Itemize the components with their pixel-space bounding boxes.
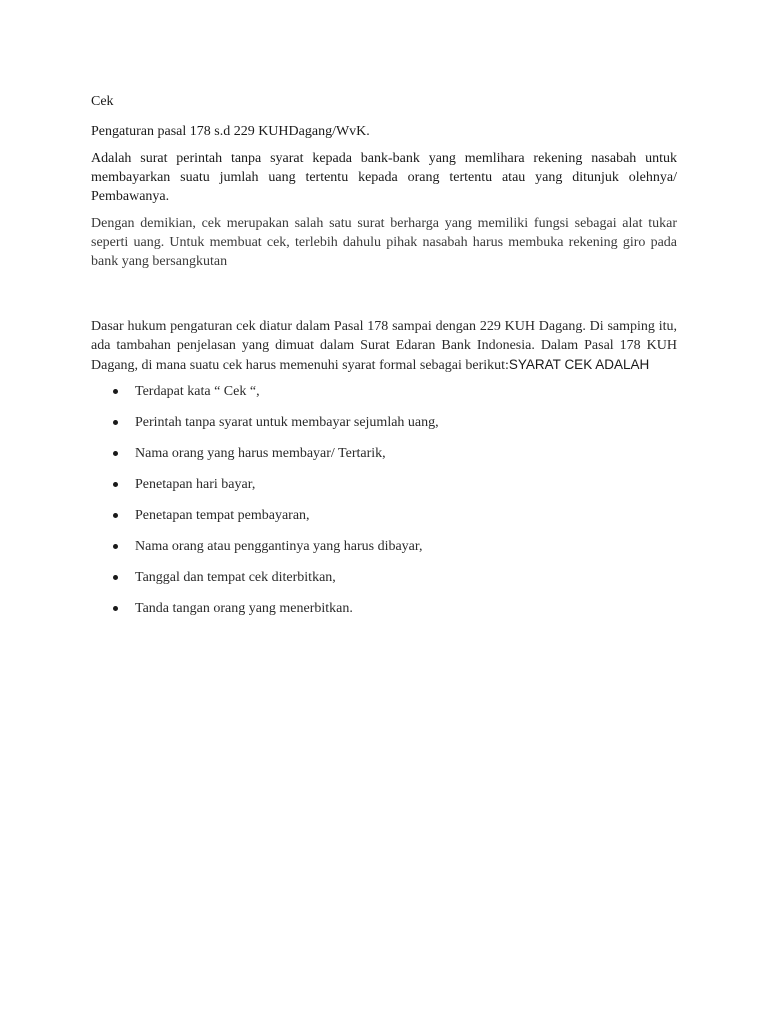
list-item	[91, 475, 677, 494]
list-item-text: Penetapan hari bayar,	[135, 477, 256, 492]
list-item-text: Tanda tangan orang yang menerbitkan.	[135, 601, 353, 616]
blank-space	[91, 271, 677, 317]
bullet-icon	[113, 606, 118, 611]
paragraph-definition: Adalah surat perintah tanpa syarat kepada bank-bank yang memlihara rekening nasabah untuk membayarkan suatu jumlah uang tertentu kepada orang tertentu atau yang ditunjuk olehnya/ Pembawanya.	[91, 151, 677, 204]
document-subtitle: Pengaturan pasal 178 s.d 229 KUHDagang/WvK.	[91, 124, 370, 139]
legal-basis-text: Dasar hukum pengaturan cek diatur dalam Pasal 178 sampai dengan 229 KUH Dagang. Di samping itu, ada tambahan penjelasan yang dimuat dalam Surat Edaran Bank Indonesia. Dalam Pasal 178 KUH Dagang, di mana suatu cek harus memenuhi syarat formal sebagai berikut:	[91, 319, 677, 373]
bullet-icon	[113, 482, 118, 487]
list-item	[91, 413, 677, 432]
document-body	[91, 92, 677, 630]
document-title: Cek	[91, 94, 114, 109]
list-item	[91, 506, 677, 525]
list-item	[91, 382, 677, 401]
list-item	[91, 599, 677, 618]
bullet-icon	[113, 451, 118, 456]
list-item-text: Nama orang atau penggantinya yang harus dibayar,	[135, 539, 423, 554]
list-item-text: Terdapat kata “ Cek “,	[135, 384, 260, 399]
paragraph-function: Dengan demikian, cek merupakan salah satu surat berharga yang memiliki fungsi sebagai alat tukar seperti uang. Untuk membuat cek, terlebih dahulu pihak nasabah harus membuka rekening giro pada bank yang bersangkutan	[91, 216, 677, 269]
list-item-text: Nama orang yang harus membayar/ Tertarik,	[135, 446, 386, 461]
requirements-list	[91, 382, 677, 618]
list-item	[91, 568, 677, 587]
bullet-icon	[113, 513, 118, 518]
bullet-icon	[113, 389, 118, 394]
paragraph-legal-basis	[91, 317, 677, 375]
requirements-heading: SYARAT CEK ADALAH	[508, 357, 650, 372]
list-item-text: Perintah tanpa syarat untuk membayar sejumlah uang,	[135, 415, 439, 430]
list-item-text: Tanggal dan tempat cek diterbitkan,	[135, 570, 336, 585]
bullet-icon	[113, 544, 118, 549]
bullet-icon	[113, 575, 118, 580]
bullet-icon	[113, 420, 118, 425]
list-item	[91, 537, 677, 556]
list-item	[91, 444, 677, 463]
list-item-text: Penetapan tempat pembayaran,	[135, 508, 310, 523]
